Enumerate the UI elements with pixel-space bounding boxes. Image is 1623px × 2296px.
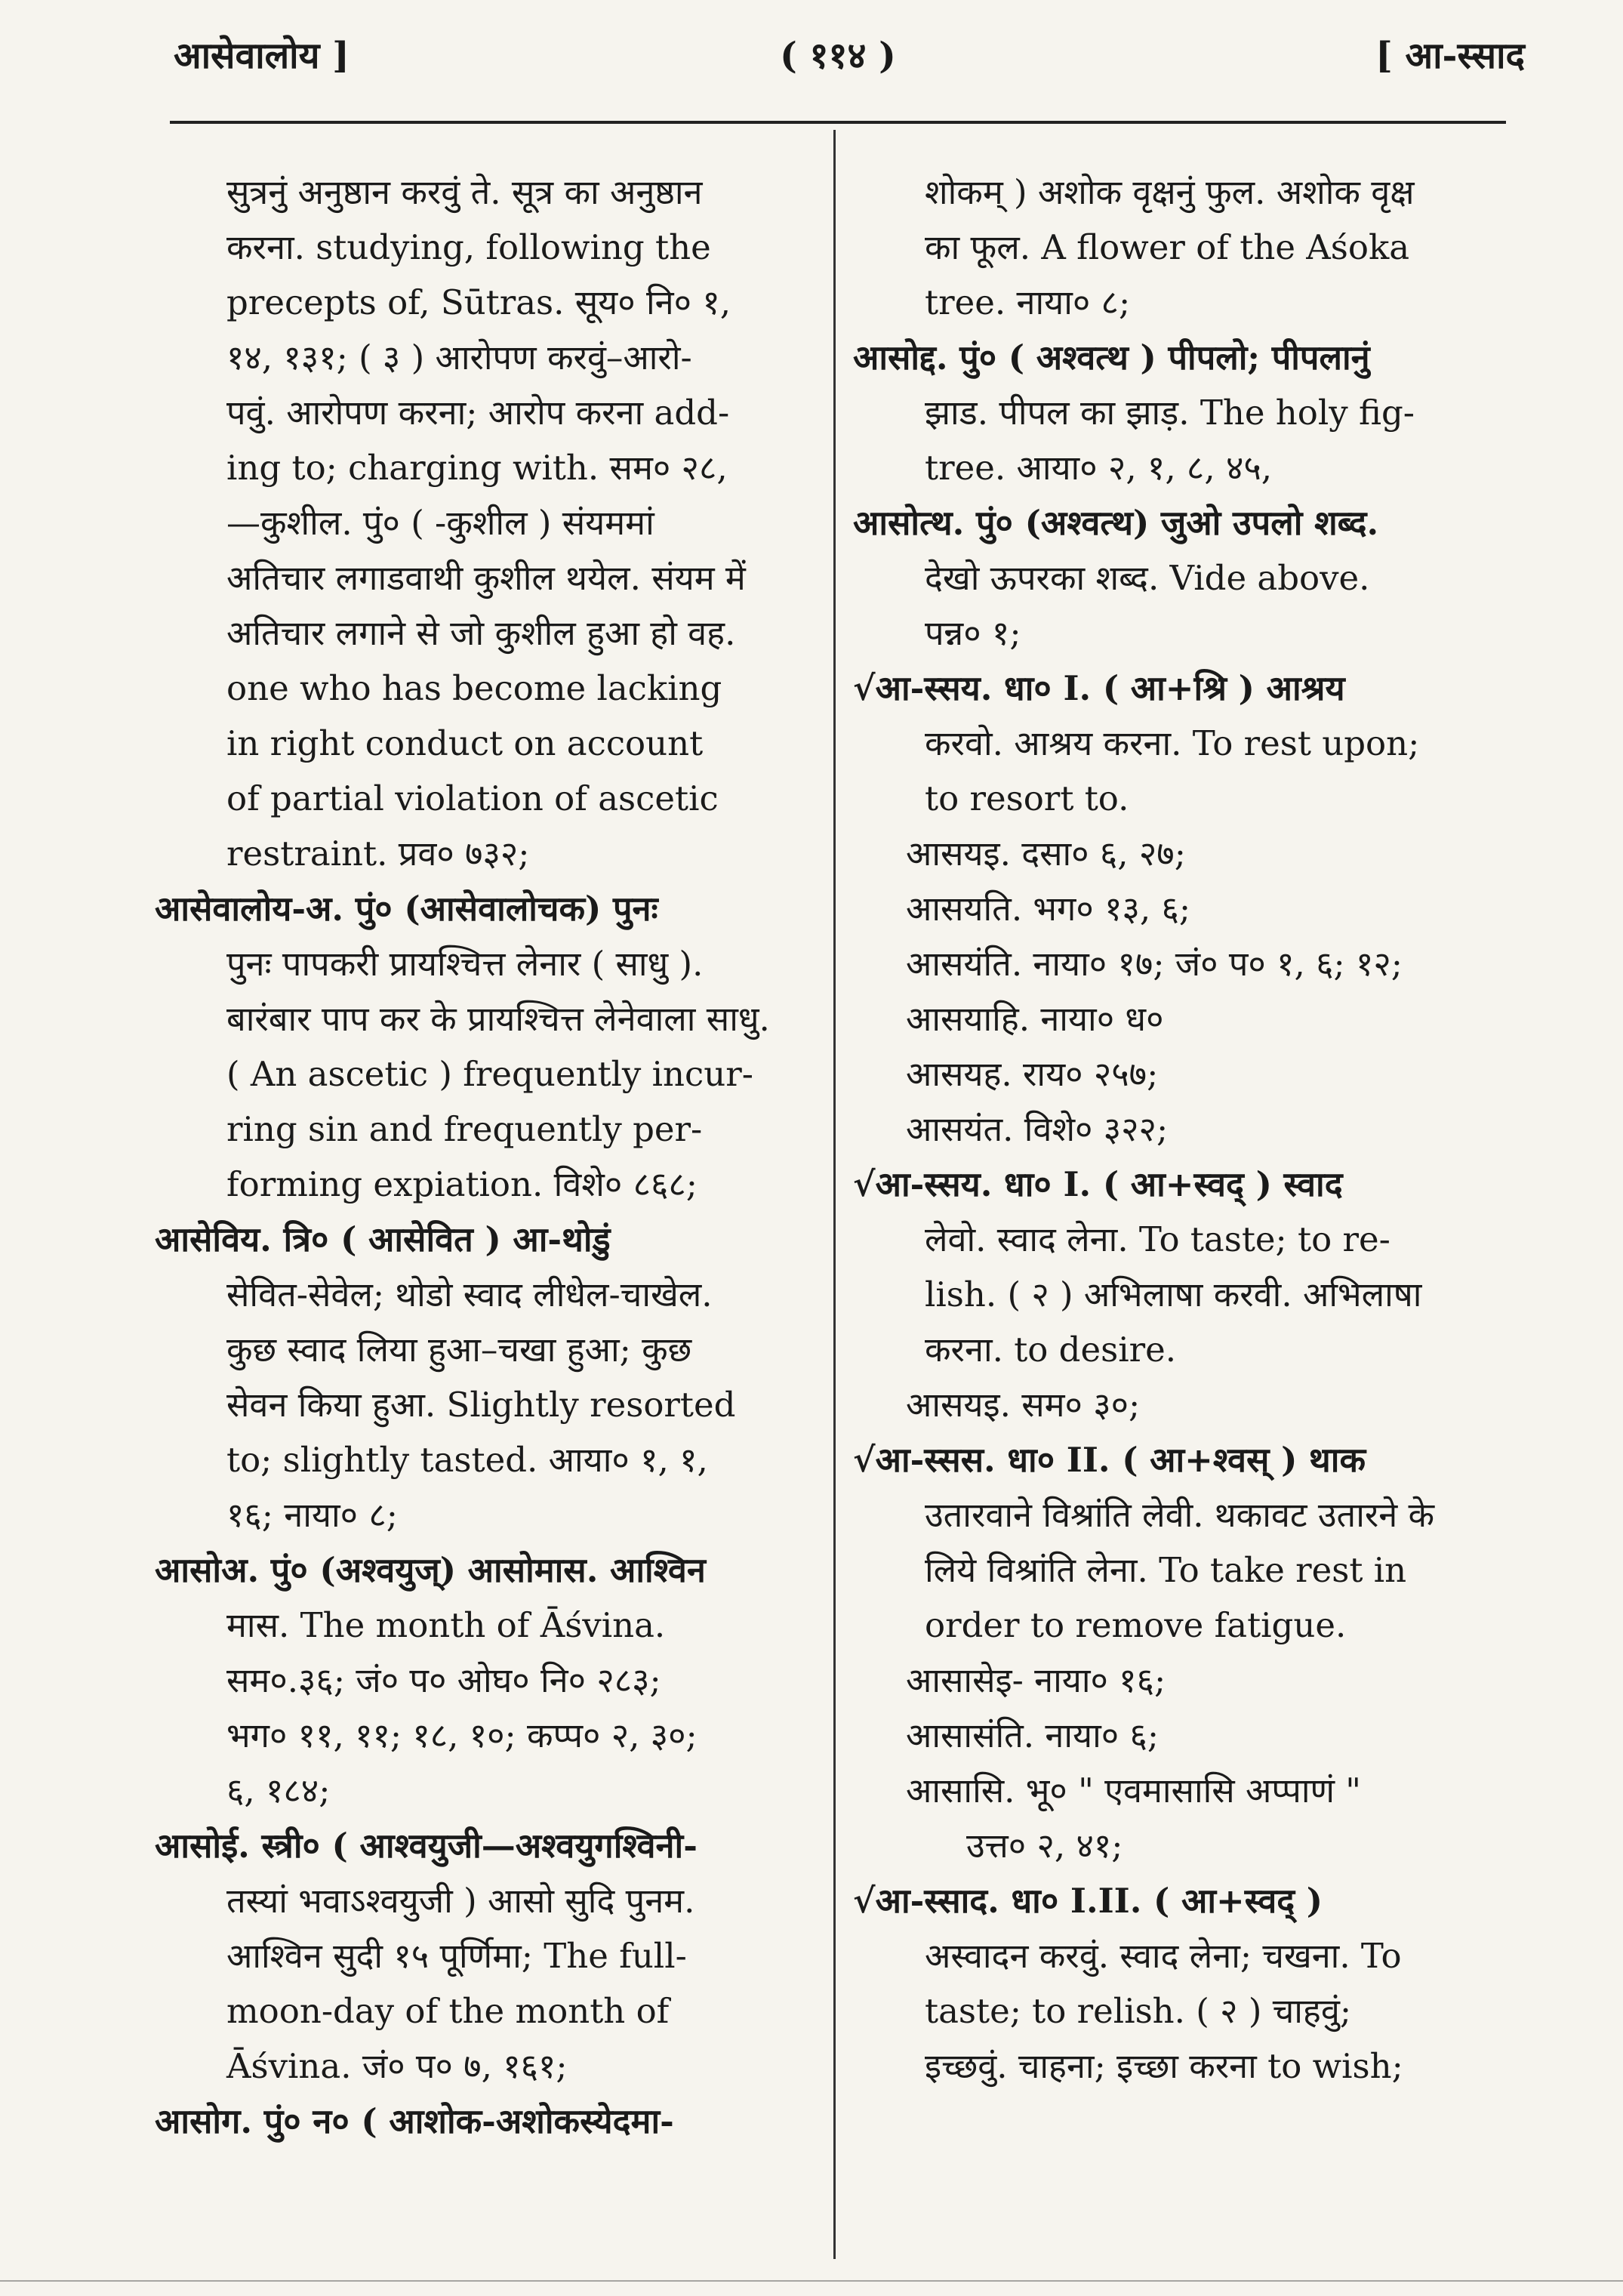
root-entry-line: √आ-स्सस. धा० II. ( आ+श्वस् ) थाक [853, 1440, 1366, 1480]
bottom-rule [0, 2280, 1623, 2282]
header-rule [170, 121, 1506, 124]
inflected-form-line: आसयह. राय० २५७; [906, 1054, 1159, 1094]
text-line: tree. नाया० ८; [925, 282, 1131, 322]
text-line: अतिचार लगाडवाथी कुशील थयेल. संयम में [226, 558, 746, 598]
text-line: सेवित-सेवेल; थोडो स्वाद लीधेल-चाखेल. [226, 1274, 713, 1314]
text-line: ring sin and frequently per- [226, 1109, 703, 1149]
text-line: ing to; charging with. सम० २८, [226, 448, 728, 488]
text-line: इच्छवुं. चाहना; इच्छा करना to wish; [925, 2046, 1403, 2086]
inflected-form-line: आसयंत. विशे० ३२२; [906, 1109, 1169, 1149]
text-line: कुछ स्वाद लिया हुआ–चखा हुआ; कुछ [226, 1330, 692, 1370]
text-line: lish. ( २ ) अभिलाषा करवी. अभिलाषा [925, 1274, 1422, 1314]
text-line: taste; to relish. ( २ ) चाहवुं; [925, 1991, 1352, 2031]
root-entry-line: √आ-स्सय. धा० I. ( आ+स्वद् ) स्वाद [853, 1164, 1343, 1204]
text-line: तस्यां भवाऽश्वयुजी ) आसो सुदि पुनम. [226, 1881, 695, 1921]
text-line: करना. studying, following the [226, 227, 711, 267]
text-line: पुनः पापकरी प्रायश्चित्त लेनार ( साधु ). [226, 944, 704, 984]
text-line: १४, १३१; ( ३ ) आरोपण करवुं–आरो- [226, 337, 692, 378]
inflected-form-line: आसयंति. नाया० १७; जं० प० १, ६; १२; [906, 944, 1403, 984]
text-line: moon-day of the month of [226, 1991, 670, 2031]
text-line: शोकम् ) अशोक वृक्षनुं फुल. अशोक वृक्ष [925, 172, 1415, 212]
text-line: precepts of, Sūtras. सूय० नि० १, [226, 282, 731, 322]
text-line: आश्विन सुदी १५ पूर्णिमा; The full- [226, 1936, 687, 1976]
text-line: सम०.३६; जं० प० ओघ० नि० २८३; [226, 1660, 661, 1700]
entry-headword-line: आसेवालोय-अ. पुं० (आसेवालोचक) पुनः [155, 889, 658, 929]
text-line: in right conduct on account [226, 723, 704, 763]
text-line: one who has become lacking [226, 668, 722, 708]
text-line: अतिचार लगाने से जो कुशील हुआ हो वह. [226, 613, 736, 653]
text-line: Āśvina. जं० प० ७, १६१; [226, 2046, 568, 2086]
text-line: करना. to desire. [925, 1330, 1177, 1370]
text-line: देखो ऊपरका शब्द. Vide above. [925, 558, 1370, 598]
text-line: लिये विश्रांति लेना. To take rest in [925, 1550, 1407, 1590]
entry-headword-line: आसोई. स्त्री० ( आश्वयुजी—अश्वयुगश्विनी- [155, 1826, 698, 1866]
text-line: to; slightly tasted. आया० १, १, [226, 1440, 708, 1480]
text-line: of partial violation of ascetic [226, 778, 719, 818]
text-line: tree. आया० २, १, ८, ४५, [925, 448, 1273, 488]
text-line: forming expiation. विशे० ८६८; [226, 1164, 698, 1204]
entry-headword-line: आसोत्थ. पुं० (अश्वत्थ) जुओ उपलो शब्द. [853, 503, 1379, 543]
inflected-form-line: आसयाहि. नाया० ध० [906, 999, 1164, 1039]
text-line: अस्वादन करवुं. स्वाद लेना; चखना. To [925, 1936, 1402, 1976]
column-divider [833, 130, 836, 2259]
text-line: १६; नाया० ८; [226, 1495, 398, 1535]
text-line: का फूल. A flower of the Aśoka [925, 227, 1410, 267]
root-entry-line: √आ-स्साद. धा० I.II. ( आ+स्वद् ) [853, 1881, 1323, 1921]
inflected-form-line: आसयइ. दसा० ६, २७; [906, 834, 1186, 874]
text-line: पवुं. आरोपण करना; आरोप करना add- [226, 393, 730, 433]
text-line: to resort to. [925, 778, 1129, 818]
text-line: ( An ascetic ) frequently incur- [226, 1054, 753, 1094]
text-line: झाड. पीपल का झाड़. The holy fig- [925, 393, 1415, 433]
inflected-form-line: आसासेइ- नाया० १६; [906, 1660, 1166, 1700]
entry-headword-line: आसेविय. त्रि० ( आसेवित ) आ-थोडुं [155, 1219, 611, 1259]
text-line: भग० ११, ११; १८, १०; कप्प० २, ३०; [226, 1715, 698, 1755]
inflected-form-line: आसासंति. नाया० ६; [906, 1715, 1160, 1755]
root-entry-line: √आ-स्सय. धा० I. ( आ+श्रि ) आश्रय [853, 668, 1345, 708]
inflected-form-line: उत्त० २, ४१; [966, 1826, 1123, 1866]
page-number: ( ११४ ) [780, 35, 896, 77]
text-line: बारंबार पाप कर के प्रायश्चित्त लेनेवाला साधु. [226, 999, 770, 1039]
text-line: लेवो. स्वाद लेना. To taste; to re- [925, 1219, 1390, 1259]
inflected-form-line: आसयइ. सम० ३०; [906, 1385, 1141, 1425]
text-line: ६, १८४; [226, 1771, 331, 1811]
text-line: —कुशील. पुं० ( -कुशील ) संयममां [226, 503, 654, 543]
running-head-left: आसेवालोय ] [174, 35, 350, 77]
text-line: restraint. प्रव० ७३२; [226, 834, 530, 874]
entry-headword-line: आसोग. पुं० न० ( आशोक-अशोकस्येदमा- [155, 2101, 674, 2141]
right-column [853, 165, 1502, 2094]
entry-headword-line: आसोद्द. पुं० ( अश्वत्थ ) पीपलो; पीपलानुं [853, 337, 1370, 378]
inflected-form-line: आसयति. भग० १३, ६; [906, 889, 1191, 929]
inflected-form-line: आसासि. भू० " एवमासासि अप्पाणं " [906, 1771, 1362, 1811]
left-column [155, 165, 812, 2149]
text-line: सेवन किया हुआ. Slightly resorted [226, 1385, 736, 1425]
entry-headword-line: आसोअ. पुं० (अश्वयुज्) आसोमास. आश्विन [155, 1550, 706, 1590]
text-line: सुत्रनुं अनुष्ठान करवुं ते. सूत्र का अनुष्ठान [226, 172, 703, 212]
text-line: पन्न० १; [925, 613, 1021, 653]
text-line: मास. The month of Āśvina. [226, 1605, 666, 1645]
running-head-right: [ आ-स्साद [1375, 35, 1525, 77]
text-line: उतारवाने विश्रांति लेवी. थकावट उतारने के [925, 1495, 1435, 1535]
text-line: order to remove fatigue. [925, 1605, 1347, 1645]
text-line: करवो. आश्रय करना. To rest upon; [925, 723, 1420, 763]
